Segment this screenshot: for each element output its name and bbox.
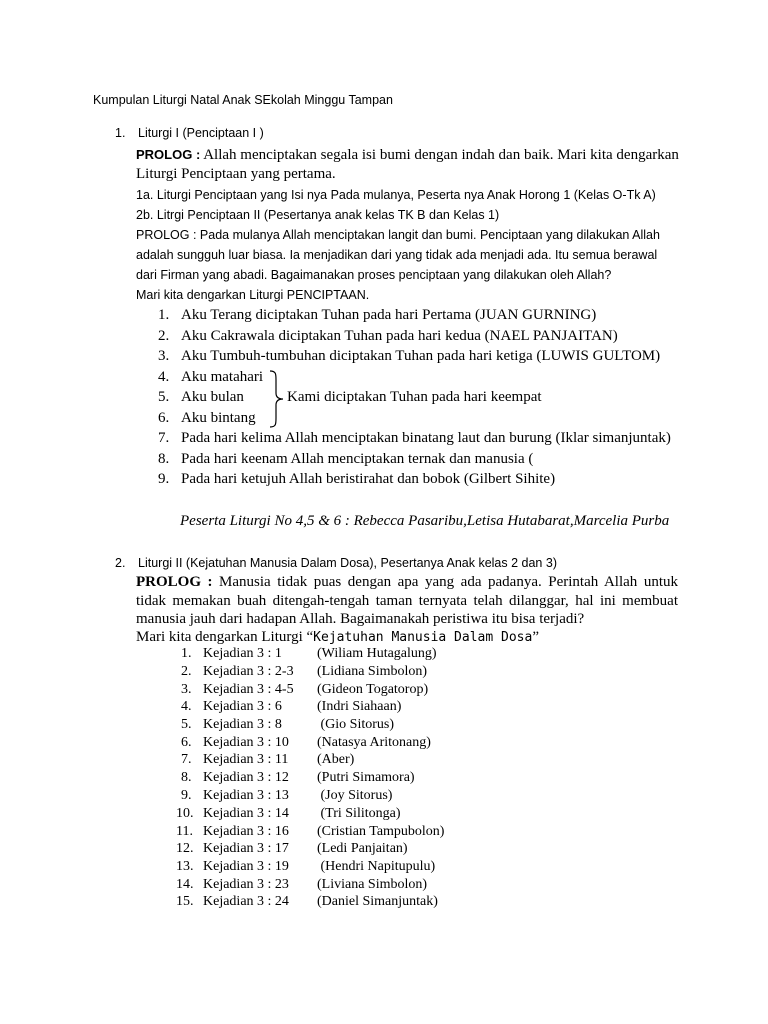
line-2b: 2b. Litrgi Penciptaan II (Pesertanya anak kelas TK B dan Kelas 1) bbox=[136, 208, 500, 222]
list-item: Aku bulan bbox=[181, 389, 244, 405]
reading-participant: (Daniel Simanjuntak) bbox=[317, 894, 438, 909]
prolog-2-line-1: PROLOG : Pada mulanya Allah menciptakan langit dan bumi. Penciptaan yang dilakukan Allah bbox=[136, 228, 660, 242]
list-item: Pada hari keenam Allah menciptakan ternak dan manusia ( bbox=[181, 451, 534, 467]
list-item: Aku Tumbuh-tumbuhan diciptakan Tuhan pada hari ketiga (LUWIS GULTOM) bbox=[181, 348, 661, 364]
reading-participant: (Gideon Togatorop) bbox=[317, 682, 429, 697]
prolog-label: PROLOG : bbox=[136, 574, 213, 590]
list-item: Aku bintang bbox=[181, 410, 256, 426]
list-item-number: 9. bbox=[158, 471, 170, 487]
reading-reference: Kejadian 3 : 8 bbox=[203, 717, 282, 732]
list-item-number: 7. bbox=[158, 430, 170, 446]
reading-participant: (Wiliam Hutagalung) bbox=[317, 646, 437, 661]
section-2-number: 2. bbox=[115, 556, 126, 570]
list-item-number: 3. bbox=[181, 682, 192, 697]
reading-participant: (Gio Sitorus) bbox=[317, 717, 394, 732]
list-item-number: 2. bbox=[181, 664, 192, 679]
reading-reference: Kejadian 3 : 24 bbox=[203, 894, 289, 909]
list-item-number: 9. bbox=[181, 788, 192, 803]
list-item-number: 15. bbox=[176, 894, 194, 909]
reading-reference: Kejadian 3 : 14 bbox=[203, 806, 289, 821]
reading-participant: (Natasya Aritonang) bbox=[317, 735, 431, 750]
line-1a: 1a. Liturgi Penciptaan yang Isi nya Pada mulanya, Peserta nya Anak Horong 1 (Kelas O-Tk A) bbox=[136, 188, 656, 202]
reading-reference: Kejadian 3 : 1 bbox=[203, 646, 282, 661]
reading-participant: (Putri Simamora) bbox=[317, 770, 415, 785]
reading-participant: (Tri Silitonga) bbox=[317, 806, 401, 821]
participants-note: Peserta Liturgi No 4,5 & 6 : Rebecca Pasaribu,Letisa Hutabarat,Marcelia Purba bbox=[180, 513, 670, 529]
section-1-heading: Liturgi I (Penciptaan I ) bbox=[138, 126, 264, 140]
prolog-label: PROLOG : bbox=[136, 147, 201, 162]
list-item-number: 12. bbox=[176, 841, 194, 856]
list-item-number: 14. bbox=[176, 877, 194, 892]
list-item-number: 10. bbox=[176, 806, 194, 821]
reading-participant: (Joy Sitorus) bbox=[317, 788, 393, 803]
reading-participant: (Indri Siahaan) bbox=[317, 699, 402, 714]
document-title: Kumpulan Liturgi Natal Anak SEkolah Minggu Tampan bbox=[93, 93, 393, 107]
reading-reference: Kejadian 3 : 13 bbox=[203, 788, 289, 803]
list-item-number: 3. bbox=[158, 348, 170, 364]
reading-reference: Kejadian 3 : 19 bbox=[203, 859, 289, 874]
list-item-number: 7. bbox=[181, 752, 192, 767]
list-item-number: 5. bbox=[181, 717, 192, 732]
list-item: Aku Terang diciptakan Tuhan pada hari Pertama (JUAN GURNING) bbox=[181, 307, 597, 323]
list-item-number: 5. bbox=[158, 389, 170, 405]
list-item-number: 4. bbox=[181, 699, 192, 714]
reading-participant: (Ledi Panjaitan) bbox=[317, 841, 408, 856]
reading-reference: Kejadian 3 : 23 bbox=[203, 877, 289, 892]
list-item-number: 11. bbox=[176, 824, 193, 839]
brace-note: Kami diciptakan Tuhan pada hari keempat bbox=[287, 389, 542, 405]
intro-suffix: ” bbox=[532, 629, 539, 645]
reading-reference: Kejadian 3 : 6 bbox=[203, 699, 282, 714]
section-1-prolog-line-1 bbox=[136, 147, 679, 164]
reading-reference: Kejadian 3 : 4-5 bbox=[203, 682, 294, 697]
reading-participant: (Hendri Napitupulu) bbox=[317, 859, 436, 874]
prolog-2-line-3: dari Firman yang abadi. Bagaimanakan proses penciptaan yang dilakukan oleh Allah? bbox=[136, 268, 612, 282]
reading-reference: Kejadian 3 : 2-3 bbox=[203, 664, 294, 679]
reading-participant: (Cristian Tampubolon) bbox=[317, 824, 445, 839]
reading-reference: Kejadian 3 : 11 bbox=[203, 752, 289, 767]
section-2-heading: Liturgi II (Kejatuhan Manusia Dalam Dosa), Pesertanya Anak kelas 2 dan 3) bbox=[138, 556, 557, 570]
intro-prefix: Mari kita dengarkan Liturgi “ bbox=[136, 629, 314, 645]
prolog-text: Allah menciptakan segala isi bumi dengan indah dan baik. Mari kita dengarkan bbox=[200, 147, 679, 163]
section-2-prolog-line-3: manusia jauh dari hadapan Allah. Bagaimanakah peristiwa itu bisa terjadi? bbox=[136, 611, 585, 627]
list-item-number: 4. bbox=[158, 369, 170, 385]
section-2-prolog-line-2: tidak memakan buah ditengah-tengah taman ternyata telah dilanggar, hal ini membuat bbox=[136, 593, 678, 609]
list-item-number: 2. bbox=[158, 328, 170, 344]
reading-participant: (Lidiana Simbolon) bbox=[317, 664, 428, 679]
section-1-prolog-line-2: Liturgi Penciptaan yang pertama. bbox=[136, 166, 336, 182]
list-item: Pada hari kelima Allah menciptakan binatang laut dan burung (Iklar simanjuntak) bbox=[181, 430, 671, 446]
reading-participant: (Aber) bbox=[317, 752, 355, 767]
reading-participant: (Liviana Simbolon) bbox=[317, 877, 428, 892]
list-item-number: 8. bbox=[181, 770, 192, 785]
reading-reference: Kejadian 3 : 16 bbox=[203, 824, 289, 839]
section-2-prolog-line-1 bbox=[136, 574, 678, 591]
prolog-2-line-2: adalah sungguh luar biasa. Ia menjadikan dari yang tidak ada menjadi ada. Itu semua berawal bbox=[136, 248, 658, 262]
reading-reference: Kejadian 3 : 17 bbox=[203, 841, 289, 856]
reading-reference: Kejadian 3 : 12 bbox=[203, 770, 289, 785]
list-item: Aku Cakrawala diciptakan Tuhan pada hari kedua (NAEL PANJAITAN) bbox=[181, 328, 618, 344]
intro-title: Kejatuhan Manusia Dalam Dosa bbox=[313, 630, 533, 645]
list-item-number: 8. bbox=[158, 451, 170, 467]
list-item-number: 6. bbox=[158, 410, 170, 426]
section-1-number: 1. bbox=[115, 126, 126, 140]
prolog-2-line-4: Mari kita dengarkan Liturgi PENCIPTAAN. bbox=[136, 288, 370, 302]
section-2-intro bbox=[136, 629, 539, 646]
list-item-number: 6. bbox=[181, 735, 192, 750]
list-item: Pada hari ketujuh Allah beristirahat dan bobok (Gilbert Sihite) bbox=[181, 471, 556, 487]
prolog-text: Manusia tidak puas dengan apa yang ada padanya. Perintah Allah untuk bbox=[212, 574, 678, 590]
list-item-number: 13. bbox=[176, 859, 194, 874]
list-item: Aku matahari bbox=[181, 369, 264, 385]
reading-reference: Kejadian 3 : 10 bbox=[203, 735, 289, 750]
right-brace-icon bbox=[268, 370, 286, 428]
list-item-number: 1. bbox=[158, 307, 170, 323]
list-item-number: 1. bbox=[181, 646, 192, 661]
